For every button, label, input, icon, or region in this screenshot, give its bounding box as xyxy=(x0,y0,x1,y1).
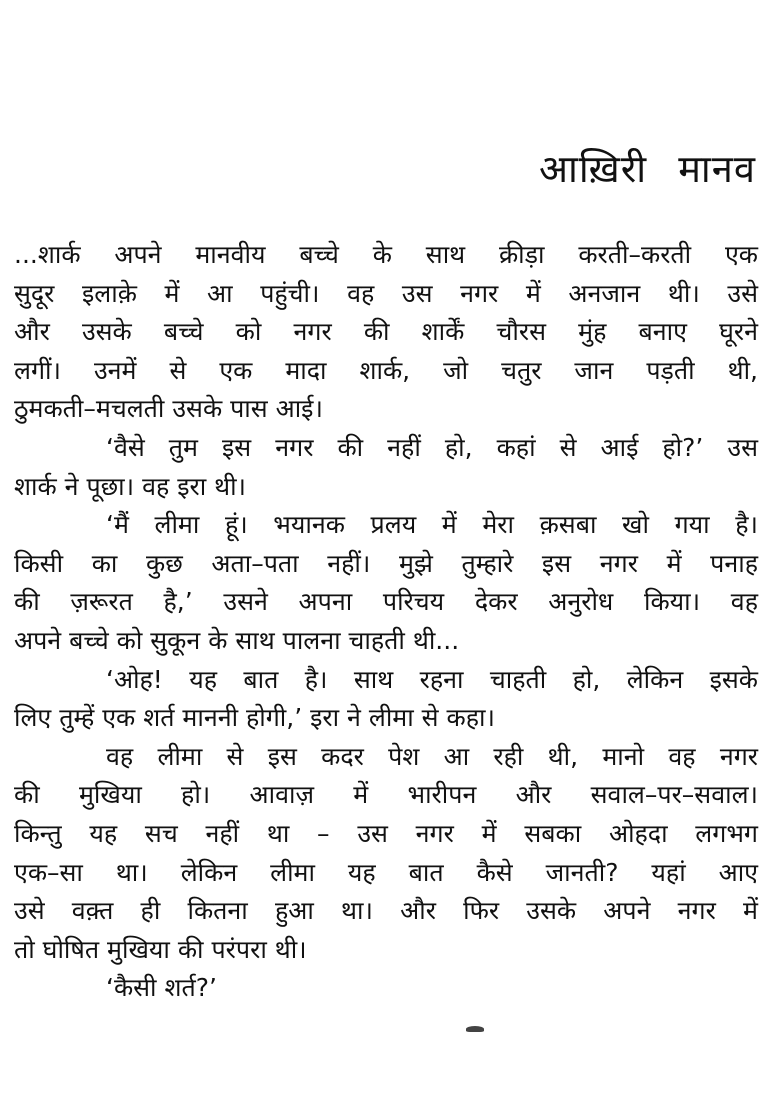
text-line: शार्क ने पूछा। वह इरा थी। xyxy=(14,471,247,501)
text-line: लगीं। उनमें से एक मादा शार्क, जो चतुर जान पड़ती थी, xyxy=(14,355,758,385)
ink-smudge xyxy=(466,1026,484,1032)
text-line: सुदूर इलाक़े में आ पहुंची। वह उस नगर में अनजान थी। उसे xyxy=(14,278,758,308)
text-line: एक–सा था। लेकिन लीमा यह बात कैसे जानती? यहां आए xyxy=(14,857,758,887)
text-line: और उसके बच्चे को नगर की शार्कें चौरस मुंह बनाए घूरने xyxy=(14,317,758,347)
text-line: ‘कैसी शर्त?’ xyxy=(106,973,217,1003)
text-line: की ज़रूरत है,’ उसने अपना परिचय देकर अनुरोध किया। वह xyxy=(14,587,758,617)
chapter-title: आख़िरी मानव xyxy=(538,147,756,191)
text-line: लिए तुम्हें एक शर्त माननी होगी,’ इरा ने लीमा से कहा। xyxy=(14,703,495,733)
text-line: ठुमकती–मचलती उसके पास आई। xyxy=(14,394,323,424)
text-line: ‘ओह! यह बात है। साथ रहना चाहती हो, लेकिन इसके xyxy=(106,664,758,694)
text-line: ...शार्क अपने मानवीय बच्चे के साथ क्रीड़ा करती–करती एक xyxy=(14,240,758,269)
text-line: अपने बच्चे को सुकून के साथ पालना चाहती थी... xyxy=(14,625,460,655)
text-line: तो घोषित मुखिया की परंपरा थी। xyxy=(14,934,307,964)
text-line: ‘वैसे तुम इस नगर की नहीं हो, कहां से आई हो?’ उस xyxy=(106,432,758,462)
story-body xyxy=(14,236,758,1008)
text-line: किन्तु यह सच नहीं था – उस नगर में सबका ओहदा लगभग xyxy=(14,818,758,848)
text-line: किसी का कुछ अता–पता नहीं। मुझे तुम्हारे इस नगर में पनाह xyxy=(14,548,758,578)
text-line: ‘मैं लीमा हूं। भयानक प्रलय में मेरा क़सबा खो गया है। xyxy=(106,510,758,540)
text-line: उसे वक़्त ही कितना हुआ था। और फिर उसके अपने नगर में xyxy=(14,896,758,926)
text-line: वह लीमा से इस कदर पेश आ रही थी, मानो वह नगर xyxy=(106,741,758,771)
text-line: की मुखिया हो। आवाज़ में भारीपन और सवाल–पर–सवाल। xyxy=(14,780,758,810)
